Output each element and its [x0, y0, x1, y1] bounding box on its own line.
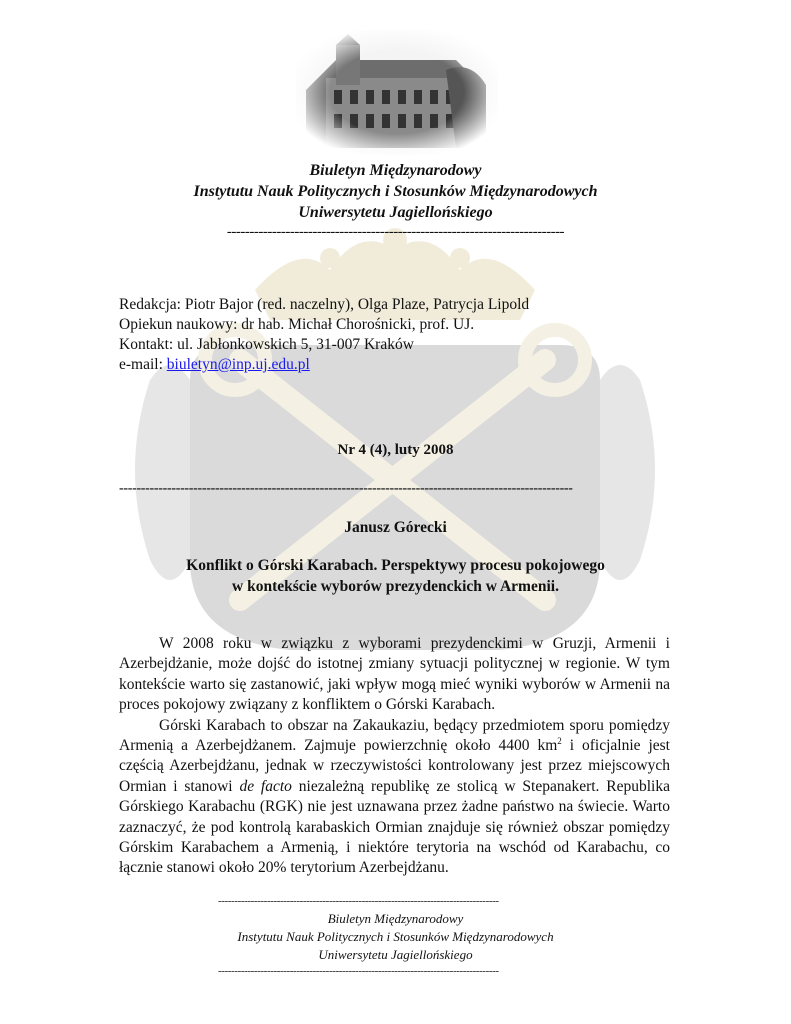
header-separator: ---------------------------------------------------------------------------	[226, 224, 565, 240]
footer-separator-top: --------------------------------------------------------------------------------------	[218, 895, 499, 907]
editorial-board: Redakcja: Piotr Bajor (red. naczelny), Olga Plaze, Patrycja Lipold	[119, 296, 530, 313]
footer-line-1: Biuletyn Międzynarodowy	[327, 911, 464, 926]
email-link[interactable]: biuletyn@inp.uj.edu.pl	[166, 356, 310, 373]
article-author: Janusz Górecki	[344, 519, 447, 536]
footer-separator-bottom: --------------------------------------------------------------------------------------	[218, 965, 499, 977]
paragraph-1: W 2008 roku w związku z wyborami prezydenckimi w Gruzji, Armenii i Azerbejdżanie, może dojść do istotnej zmiany sytuacji politycznej w regionie. W tym kontekście warto się zastanowić, jaki wpływ mogą mieć wyniki wyborów w Armenii na proces pokojowy związany z konfliktem o Górski Karabach.	[119, 635, 670, 714]
paragraph-2-part-a: Górski Karabach to obszar na Zakaukaziu, będący przedmiotem sporu pomiędzy Armenią a Azerbejdżanem. Zajmuje powierzchnię około 4400 km	[119, 716, 670, 755]
header-title-line-2: Instytutu Nauk Politycznych i Stosunków Międzynarodowych	[193, 183, 598, 200]
contact-address: Kontakt: ul. Jabłonkowskich 5, 31-007 Kraków	[119, 336, 414, 353]
de-facto-italic: de facto	[239, 777, 292, 795]
header-title-line-3: Uniwersytetu Jagiellońskiego	[298, 204, 493, 221]
header-title-line-1: Biuletyn Międzynarodowy	[309, 162, 482, 179]
issue-number: Nr 4 (4), luty 2008	[337, 442, 454, 458]
academic-supervisor: Opiekun naukowy: dr hab. Michał Chorośnicki, prof. UJ.	[119, 316, 475, 333]
email-label: e-mail:	[119, 356, 167, 373]
article-title-line-2: w kontekście wyborów prezydenckich w Armenii.	[232, 578, 559, 595]
article-title-line-1: Konflikt o Górski Karabach. Perspektywy procesu pokojowego	[186, 557, 605, 574]
paragraph-2-part-b: i oficjalnie jest częścią Azerbejdżanu, jednak w rzeczywistości kontrolowany jest przez miejscowych Ormian i stanowi	[119, 737, 670, 795]
paragraph-2-part-c: niezależną republikę ze stolicą w Stepanakert. Republika Górskiego Karabachu (RGK) nie jest uznawana przez żadne państwo na świecie. Warto zaznaczyć, że pod kontrolą karabaskich Ormian znajduje się również obszar pomiędzy Górskim Karabachem a Armenią, i niektóre terytoria na wschód od Karabachu, co łącznie stanowi około 20% terytorium Azerbejdżanu.	[119, 777, 670, 877]
footer-line-2: Instytutu Nauk Politycznych i Stosunków Międzynarodowych	[237, 929, 554, 944]
section-separator: --------------------------------------------------------------------------------------------------------	[119, 481, 573, 496]
article-body	[119, 634, 670, 879]
superscript-2: 2	[557, 735, 562, 746]
building-photo	[296, 30, 498, 155]
email-line	[119, 355, 310, 375]
paragraph-2	[119, 716, 670, 879]
footer-line-3: Uniwersytetu Jagiellońskiego	[318, 947, 473, 962]
